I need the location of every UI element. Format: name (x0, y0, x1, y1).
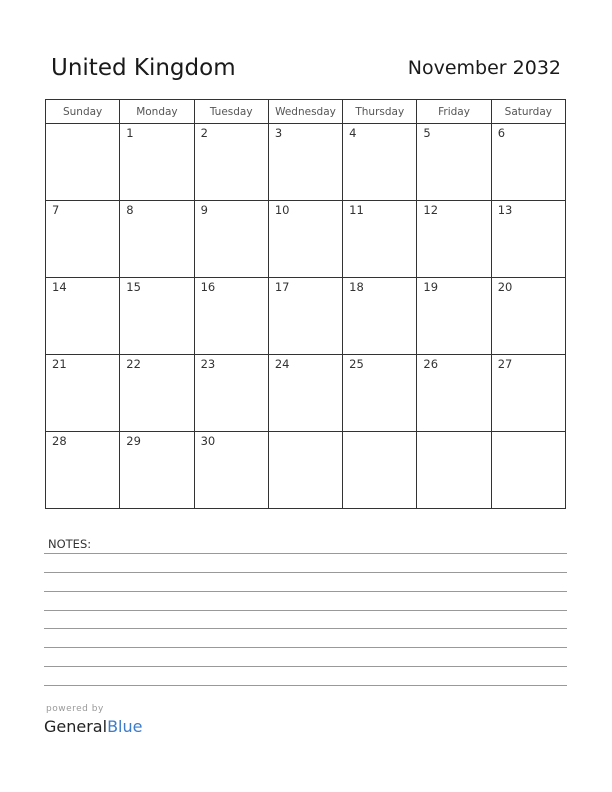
notes-line (44, 591, 567, 592)
calendar-country-title: United Kingdom (51, 55, 236, 81)
day-cell (343, 432, 417, 509)
day-cell (417, 124, 491, 201)
notes-line (44, 628, 567, 629)
week-row (46, 278, 566, 355)
day-cell (194, 432, 268, 509)
day-number (417, 432, 490, 434)
day-cell (268, 278, 342, 355)
week-row (46, 355, 566, 432)
day-cell (343, 278, 417, 355)
day-cell (417, 432, 491, 509)
notes-line (44, 610, 567, 611)
weekday-header: Friday (417, 100, 491, 124)
day-cell (417, 201, 491, 278)
day-number: 11 (349, 203, 364, 217)
day-number: 6 (497, 126, 506, 140)
day-cell (343, 201, 417, 278)
brand-blue: Blue (107, 717, 143, 736)
day-number: 29 (126, 434, 141, 448)
day-number: 9 (200, 203, 208, 217)
day-number: 5 (423, 126, 431, 140)
day-number: 15 (126, 280, 141, 294)
day-cell (268, 201, 342, 278)
day-number: 4 (349, 126, 357, 140)
notes-line (44, 647, 567, 648)
weekday-header-row (46, 100, 566, 124)
weekday-header: Wednesday (268, 100, 342, 124)
day-number: 7 (52, 203, 60, 217)
day-cell (268, 432, 342, 509)
day-cell (491, 278, 565, 355)
day-cell (120, 432, 194, 509)
brand-general: General (44, 717, 108, 736)
day-cell (46, 278, 120, 355)
day-number: 13 (497, 203, 513, 217)
day-cell (268, 124, 342, 201)
notes-line (44, 572, 567, 573)
day-cell (491, 432, 565, 509)
day-cell (491, 201, 565, 278)
week-row (46, 432, 566, 509)
day-cell (491, 124, 565, 201)
day-cell (46, 355, 120, 432)
day-number: 28 (52, 434, 67, 448)
day-cell (46, 432, 120, 509)
weekday-header: Tuesday (194, 100, 268, 124)
day-number (46, 124, 119, 126)
weekday-header: Thursday (343, 100, 417, 124)
day-cell (46, 201, 120, 278)
week-row (46, 201, 566, 278)
week-row (46, 124, 566, 201)
notes-line (44, 553, 567, 554)
day-cell (417, 278, 491, 355)
day-cell (268, 355, 342, 432)
day-number: 17 (274, 280, 290, 294)
day-cell (194, 355, 268, 432)
day-number: 16 (200, 280, 216, 294)
day-number: 23 (200, 357, 216, 371)
weekday-header: Sunday (46, 100, 120, 124)
day-number: 1 (126, 126, 134, 140)
day-cell (491, 355, 565, 432)
calendar-month-title: November 2032 (407, 57, 561, 79)
weekday-header: Monday (120, 100, 194, 124)
day-number: 24 (274, 357, 290, 371)
day-cell (343, 355, 417, 432)
generalblue-logo (44, 717, 142, 736)
day-number: 26 (423, 357, 439, 371)
day-cell (46, 124, 120, 201)
day-number: 19 (423, 280, 439, 294)
day-cell (343, 124, 417, 201)
day-cell (194, 278, 268, 355)
day-number: 8 (126, 203, 134, 217)
day-number: 10 (274, 203, 290, 217)
day-cell (120, 355, 194, 432)
day-number: 27 (497, 357, 513, 371)
day-cell (417, 355, 491, 432)
day-number: 18 (349, 280, 364, 294)
day-number: 21 (52, 357, 67, 371)
weekday-header: Saturday (491, 100, 565, 124)
day-number: 14 (52, 280, 67, 294)
day-number: 3 (274, 126, 283, 140)
day-number (269, 432, 342, 434)
day-number (492, 432, 565, 434)
day-number (343, 432, 416, 434)
day-cell (194, 201, 268, 278)
day-cell (120, 278, 194, 355)
notes-label: NOTES: (48, 537, 92, 551)
powered-by-text: powered by (46, 704, 104, 714)
day-number: 30 (200, 434, 216, 448)
day-number: 12 (423, 203, 439, 217)
day-cell (120, 201, 194, 278)
day-cell (194, 124, 268, 201)
calendar-grid (45, 99, 566, 509)
day-number: 2 (200, 126, 208, 140)
day-cell (120, 124, 194, 201)
notes-line (44, 666, 567, 667)
day-number: 22 (126, 357, 141, 371)
notes-line (44, 685, 567, 686)
day-number: 20 (497, 280, 513, 294)
day-number: 25 (349, 357, 364, 371)
